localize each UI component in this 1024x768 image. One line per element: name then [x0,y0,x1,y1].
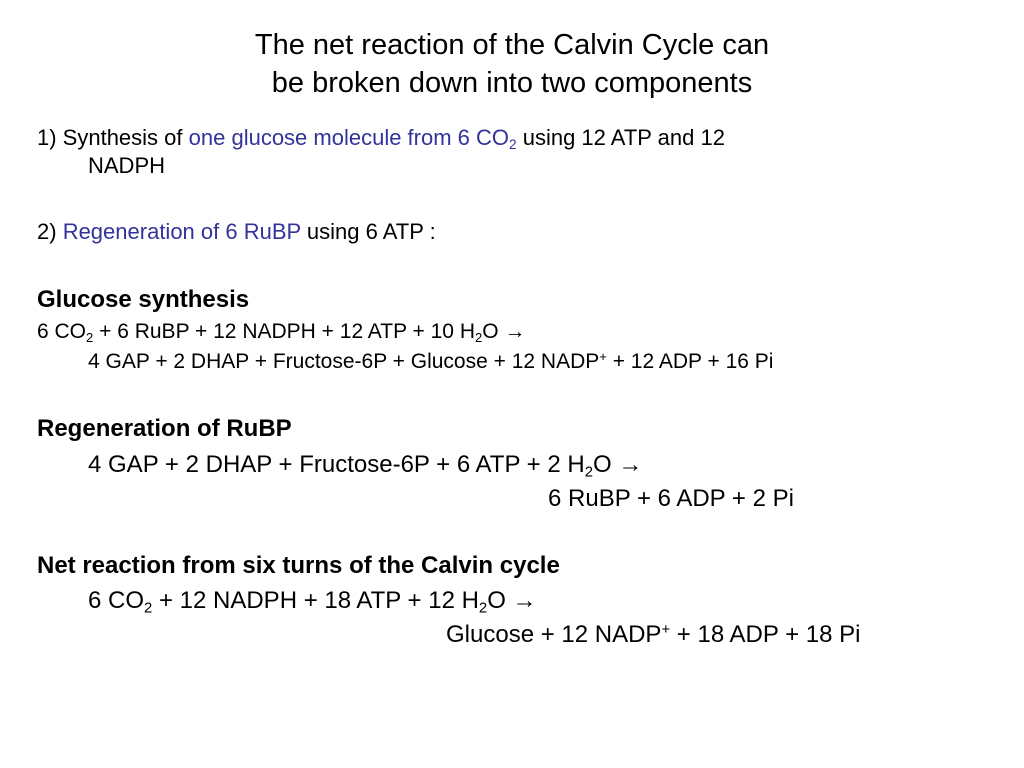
item-1-highlight [188,125,517,153]
net-reaction-equation-line-1 [88,586,537,616]
item-1-suffix: using 12 ATP and 12 [516,125,725,150]
item-1-prefix: 1) Synthesis of [37,125,189,150]
eq-part: + 12 NADPH + 18 ATP + 12 H [152,587,479,614]
eq-subscript: 2 [86,329,94,345]
regeneration-equation-line-1 [88,450,642,480]
eq-subscript: 2 [475,329,483,345]
item-1-highlight-sub: 2 [509,137,517,153]
eq-part: + 6 RuBP + 12 NADPH + 12 ATP + 10 H [93,320,475,343]
eq-superscript: + [599,348,607,364]
item-2 [37,218,436,246]
slide-title [0,26,1024,102]
eq-part: + 18 ADP + 18 Pi [670,621,861,648]
item-1-highlight-text: one glucose molecule from 6 CO [188,125,510,150]
eq-part: 6 CO [88,587,145,614]
regeneration-equation-line-2: 6 RuBP + 6 ADP + 2 Pi [548,485,794,512]
title-line-2: be broken down into two components [271,67,753,99]
item-2-highlight: Regeneration of 6 RuBP [62,219,301,244]
item-1-continuation: NADPH [88,153,166,178]
item-2-prefix: 2) [37,219,63,244]
regeneration-heading: Regeneration of RuBP [37,415,292,442]
eq-part: 6 CO [37,320,87,343]
eq-part: Glucose + 12 NADP [446,621,662,648]
item-1 [37,124,725,152]
eq-part: 4 GAP + 2 DHAP + Fructose-6P + 6 ATP + 2 H [88,451,585,478]
net-reaction-equation-line-2 [446,620,860,650]
net-reaction-heading: Net reaction from six turns of the Calvin cycle [37,552,560,579]
glucose-synthesis-heading: Glucose synthesis [37,286,250,313]
glucose-synthesis-equation-line-2 [88,349,773,375]
eq-part: + 12 ADP + 16 Pi [606,350,774,373]
eq-subscript: 2 [478,600,488,617]
eq-subscript: 2 [144,600,153,617]
item-2-suffix: using 6 ATP : [300,219,436,244]
eq-superscript: + [661,621,671,638]
glucose-synthesis-equation-line-1 [37,319,525,345]
eq-part: 4 GAP + 2 DHAP + Fructose-6P + Glucose + 12 NADP [88,350,600,373]
eq-part: O → [482,320,526,343]
eq-part: O → [487,587,537,614]
eq-part: O → [593,451,643,478]
title-line-1: The net reaction of the Calvin Cycle can [254,29,770,61]
eq-subscript: 2 [584,464,593,481]
